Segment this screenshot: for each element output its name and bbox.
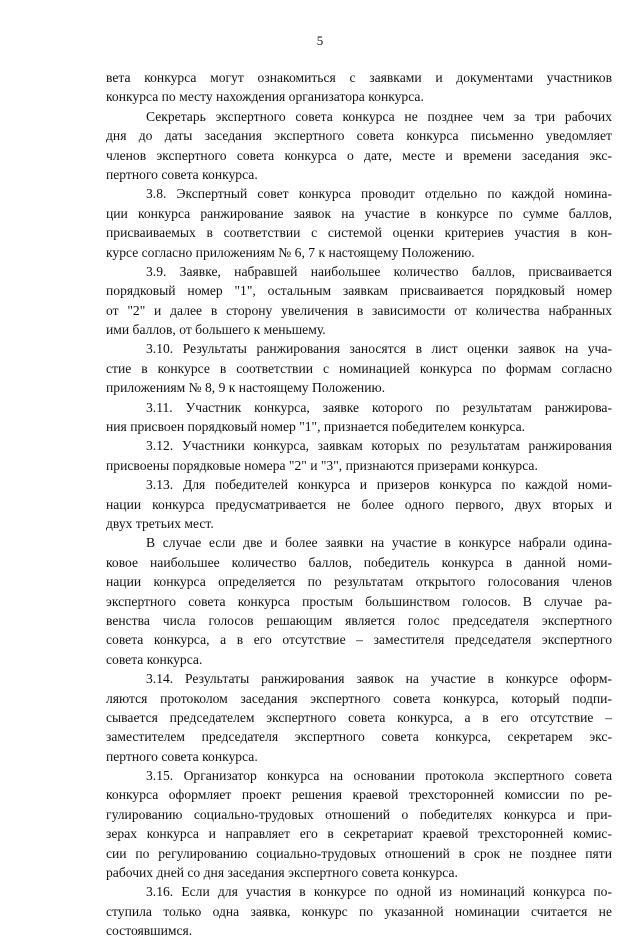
- text-line: гулированию социально-трудовых отношений о победителях конкурса и при-: [106, 806, 612, 822]
- text-line: порядковый номер "1", остальным заявкам присваивается порядковый номер: [106, 283, 612, 299]
- text-line: ляются протоколом заседания экспертного совета конкурса, который подпи-: [106, 690, 612, 706]
- text-line: венства числа голосов решающим является голос председателя экспертного: [106, 612, 612, 628]
- paragraph-first-line: Секретарь экспертного совета конкурса не позднее чем за три рабочих: [146, 108, 612, 124]
- text-line: нации конкурса определяется по результатам открытого голосования членов: [106, 574, 612, 590]
- text-line: пертного совета конкурса.: [106, 166, 258, 182]
- paragraph-first-line: 3.13. Для победителей конкурса и призеров конкурса по каждой номи-: [146, 477, 612, 493]
- paragraph-first-line: 3.15. Организатор конкурса на основании протокола экспертного совета: [146, 768, 612, 784]
- text-line: заместителем председателя экспертного совета конкурса, секретарем экс-: [106, 729, 612, 745]
- text-line: состоявшимся.: [106, 923, 193, 939]
- text-line: сывается председателем экспертного совета конкурса, а в его отсутствие –: [106, 709, 612, 725]
- text-line: от "2" и далее в сторону увеличения в зависимости от количества набранных: [106, 302, 612, 318]
- text-line: ции конкурса ранжирование заявок на участие в конкурсе по сумме баллов,: [106, 205, 612, 221]
- text-line: курсе согласно приложениям № 6, 7 к настоящему Положению.: [106, 244, 475, 260]
- page-number: 5: [316, 33, 324, 48]
- text-line: совета конкурса, а в его отсутствие – заместителя председателя экспертного: [106, 632, 612, 648]
- text-line: сии по регулированию социально-трудовых отношений в срок не позднее пяти: [106, 845, 612, 861]
- text-line: присвоены порядковые номера "2" и "3", признаются призерами конкурса.: [106, 457, 538, 473]
- text-line: нации конкурса предусматривается не более одного первого, двух вторых и: [106, 496, 612, 512]
- text-line: ступила только одна заявка, конкурс по указанной номинации считается не: [106, 903, 612, 919]
- paragraph-first-line: 3.11. Участник конкурса, заявке которого по результатам ранжирова-: [146, 399, 612, 415]
- paragraph-first-line: 3.16. Если для участия в конкурсе по одной из номинаций конкурса по-: [146, 884, 612, 900]
- paragraph-first-line: В случае если две и более заявки на участие в конкурсе набрали одина-: [146, 535, 612, 551]
- paragraph-first-line: 3.10. Результаты ранжирования заносятся в лист оценки заявок на уча-: [146, 341, 612, 357]
- text-line: пертного совета конкурса.: [106, 748, 258, 764]
- text-line: ния присвоен порядковый номер "1", признается победителем конкурса.: [106, 419, 526, 435]
- paragraph-first-line: 3.12. Участники конкурса, заявкам которых по результатам ранжирования: [146, 438, 612, 454]
- text-line: стие в конкурсе в соответствии с номинацией конкурса по формам согласно: [106, 360, 612, 376]
- paragraph-first-line: 3.14. Результаты ранжирования заявок на участие в конкурсе оформ-: [146, 671, 612, 687]
- text-line: конкурса по месту нахождения организатора конкурса.: [106, 89, 424, 105]
- paragraph-first-line: 3.8. Экспертный совет конкурса проводит отдельно по каждой номина-: [146, 186, 612, 202]
- text-line: вета конкурса могут ознакомиться с заявками и документами участников: [106, 70, 612, 85]
- text-line: зерах конкурса и направляет его в секретариат краевой трехсторонней комис-: [106, 826, 612, 842]
- text-line: конкурса оформляет проект решения краевой трехсторонней комиссии по ре-: [106, 787, 612, 803]
- text-line: дня до даты заседания экспертного совета конкурса письменно уведомляет: [106, 128, 612, 144]
- text-line: экспертного совета конкурса простым большинством голосов. В случае ра-: [106, 593, 612, 609]
- text-line: двух третьих мест.: [106, 515, 214, 531]
- text-line: совета конкурса.: [106, 651, 203, 667]
- document-body: [106, 68, 612, 941]
- text-line: рабочих дней со дня заседания экспертного совета конкурса.: [106, 865, 458, 881]
- text-line: ими баллов, от большего к меньшему.: [106, 322, 326, 338]
- text-line: присваиваемых в соответствии с системой оценки критериев участия в кон-: [106, 225, 612, 241]
- text-line: ковое наибольшее количество баллов, победитель конкурса в данной номи-: [106, 554, 612, 570]
- text-line: приложениям № 8, 9 к настоящему Положению.: [106, 380, 386, 396]
- paragraph-first-line: 3.9. Заявке, набравшей наибольшее количество баллов, присваивается: [146, 263, 612, 279]
- text-line: членов экспертного совета конкурса о дате, месте и времени заседания экс-: [106, 147, 612, 163]
